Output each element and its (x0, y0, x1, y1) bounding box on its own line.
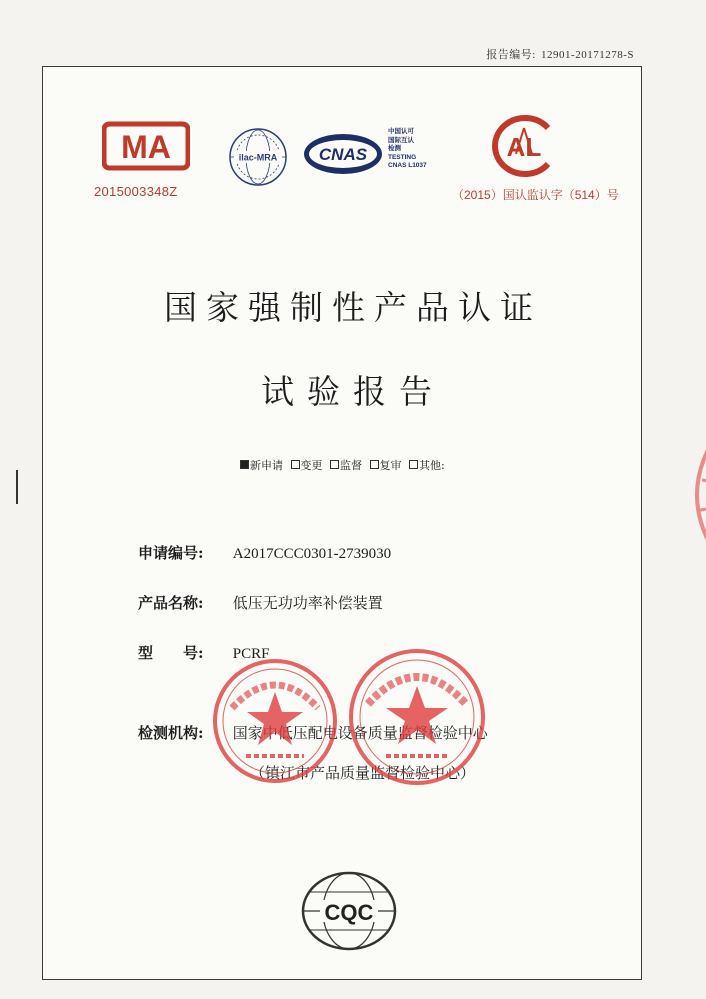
official-seal-icon (346, 646, 488, 788)
cnas-caption-line: TESTING (388, 153, 417, 161)
ilac-mra-logo-icon (226, 126, 290, 188)
cnas-logo-text: CNAS (318, 145, 368, 164)
cqc-logo-text: CQC (324, 900, 374, 925)
application-number-row (138, 542, 391, 563)
cal-number: （2015）国认监认字（514）号 (452, 188, 619, 202)
model-label: 型 号: (138, 644, 204, 662)
cal-logo-icon (484, 114, 558, 178)
report-number (486, 46, 634, 62)
cma-number: 2015003348Z (94, 184, 178, 199)
certificate-sheet (42, 66, 642, 980)
product-name-label: 产品名称: (138, 594, 204, 612)
cnas-logo-icon (302, 132, 384, 176)
option-change[interactable] (291, 459, 323, 472)
cnas-caption-line: CNAS L1037 (388, 162, 427, 170)
application-number-value: A2017CCC0301-2739030 (232, 546, 392, 562)
cma-logo-icon (102, 116, 190, 176)
test-organization-alt-name: （镇江市产品质量监督检验中心） (250, 764, 476, 782)
partial-seal-icon (686, 640, 706, 730)
product-name-value: 低压无功功率补偿装置 (232, 596, 383, 612)
cnas-caption-line: 中国认可 (388, 128, 414, 135)
page-title: 国家强制性产品认证 (164, 288, 542, 327)
product-name-row (138, 592, 383, 613)
model-value: PCRF (232, 646, 270, 662)
test-organization-label: 检测机构: (138, 724, 204, 742)
cnas-caption-line: 检测 (388, 145, 401, 153)
test-organization-value: 国家中低压配电设备质量监督检验中心 (232, 726, 488, 742)
option-other[interactable] (409, 459, 445, 472)
ma-logo-text: MA (121, 129, 171, 165)
option-label: 其他: (419, 459, 445, 472)
report-number-label: 报告编号: (486, 49, 536, 61)
al-logo-text: AL (506, 132, 542, 162)
cnas-caption-line: 国际互认 (388, 136, 414, 144)
page-subtitle: 试验报告 (261, 372, 445, 411)
cnas-caption (388, 128, 427, 171)
partial-seal-icon (666, 420, 706, 570)
option-supervision[interactable] (330, 459, 362, 472)
checkbox-icon (370, 460, 379, 469)
application-type-options (240, 457, 449, 473)
option-label: 变更 (300, 459, 323, 472)
option-review[interactable] (370, 459, 402, 472)
option-new-application[interactable] (240, 459, 283, 472)
report-number-value: 12901-20171278-S (541, 49, 634, 61)
binding-mark (16, 470, 18, 504)
checkbox-icon (291, 460, 300, 469)
option-label: 复审 (379, 459, 402, 472)
cqc-logo-icon (300, 870, 398, 952)
official-seal-icon (210, 656, 340, 786)
checkbox-icon (330, 460, 339, 469)
ilac-logo-text: ilac-MRA (238, 152, 278, 163)
application-number-label: 申请编号: (138, 544, 204, 562)
option-label: 新申请 (250, 459, 283, 472)
option-label: 监督 (340, 459, 362, 472)
checkbox-icon (409, 460, 418, 469)
checkbox-checked-icon (240, 460, 249, 469)
